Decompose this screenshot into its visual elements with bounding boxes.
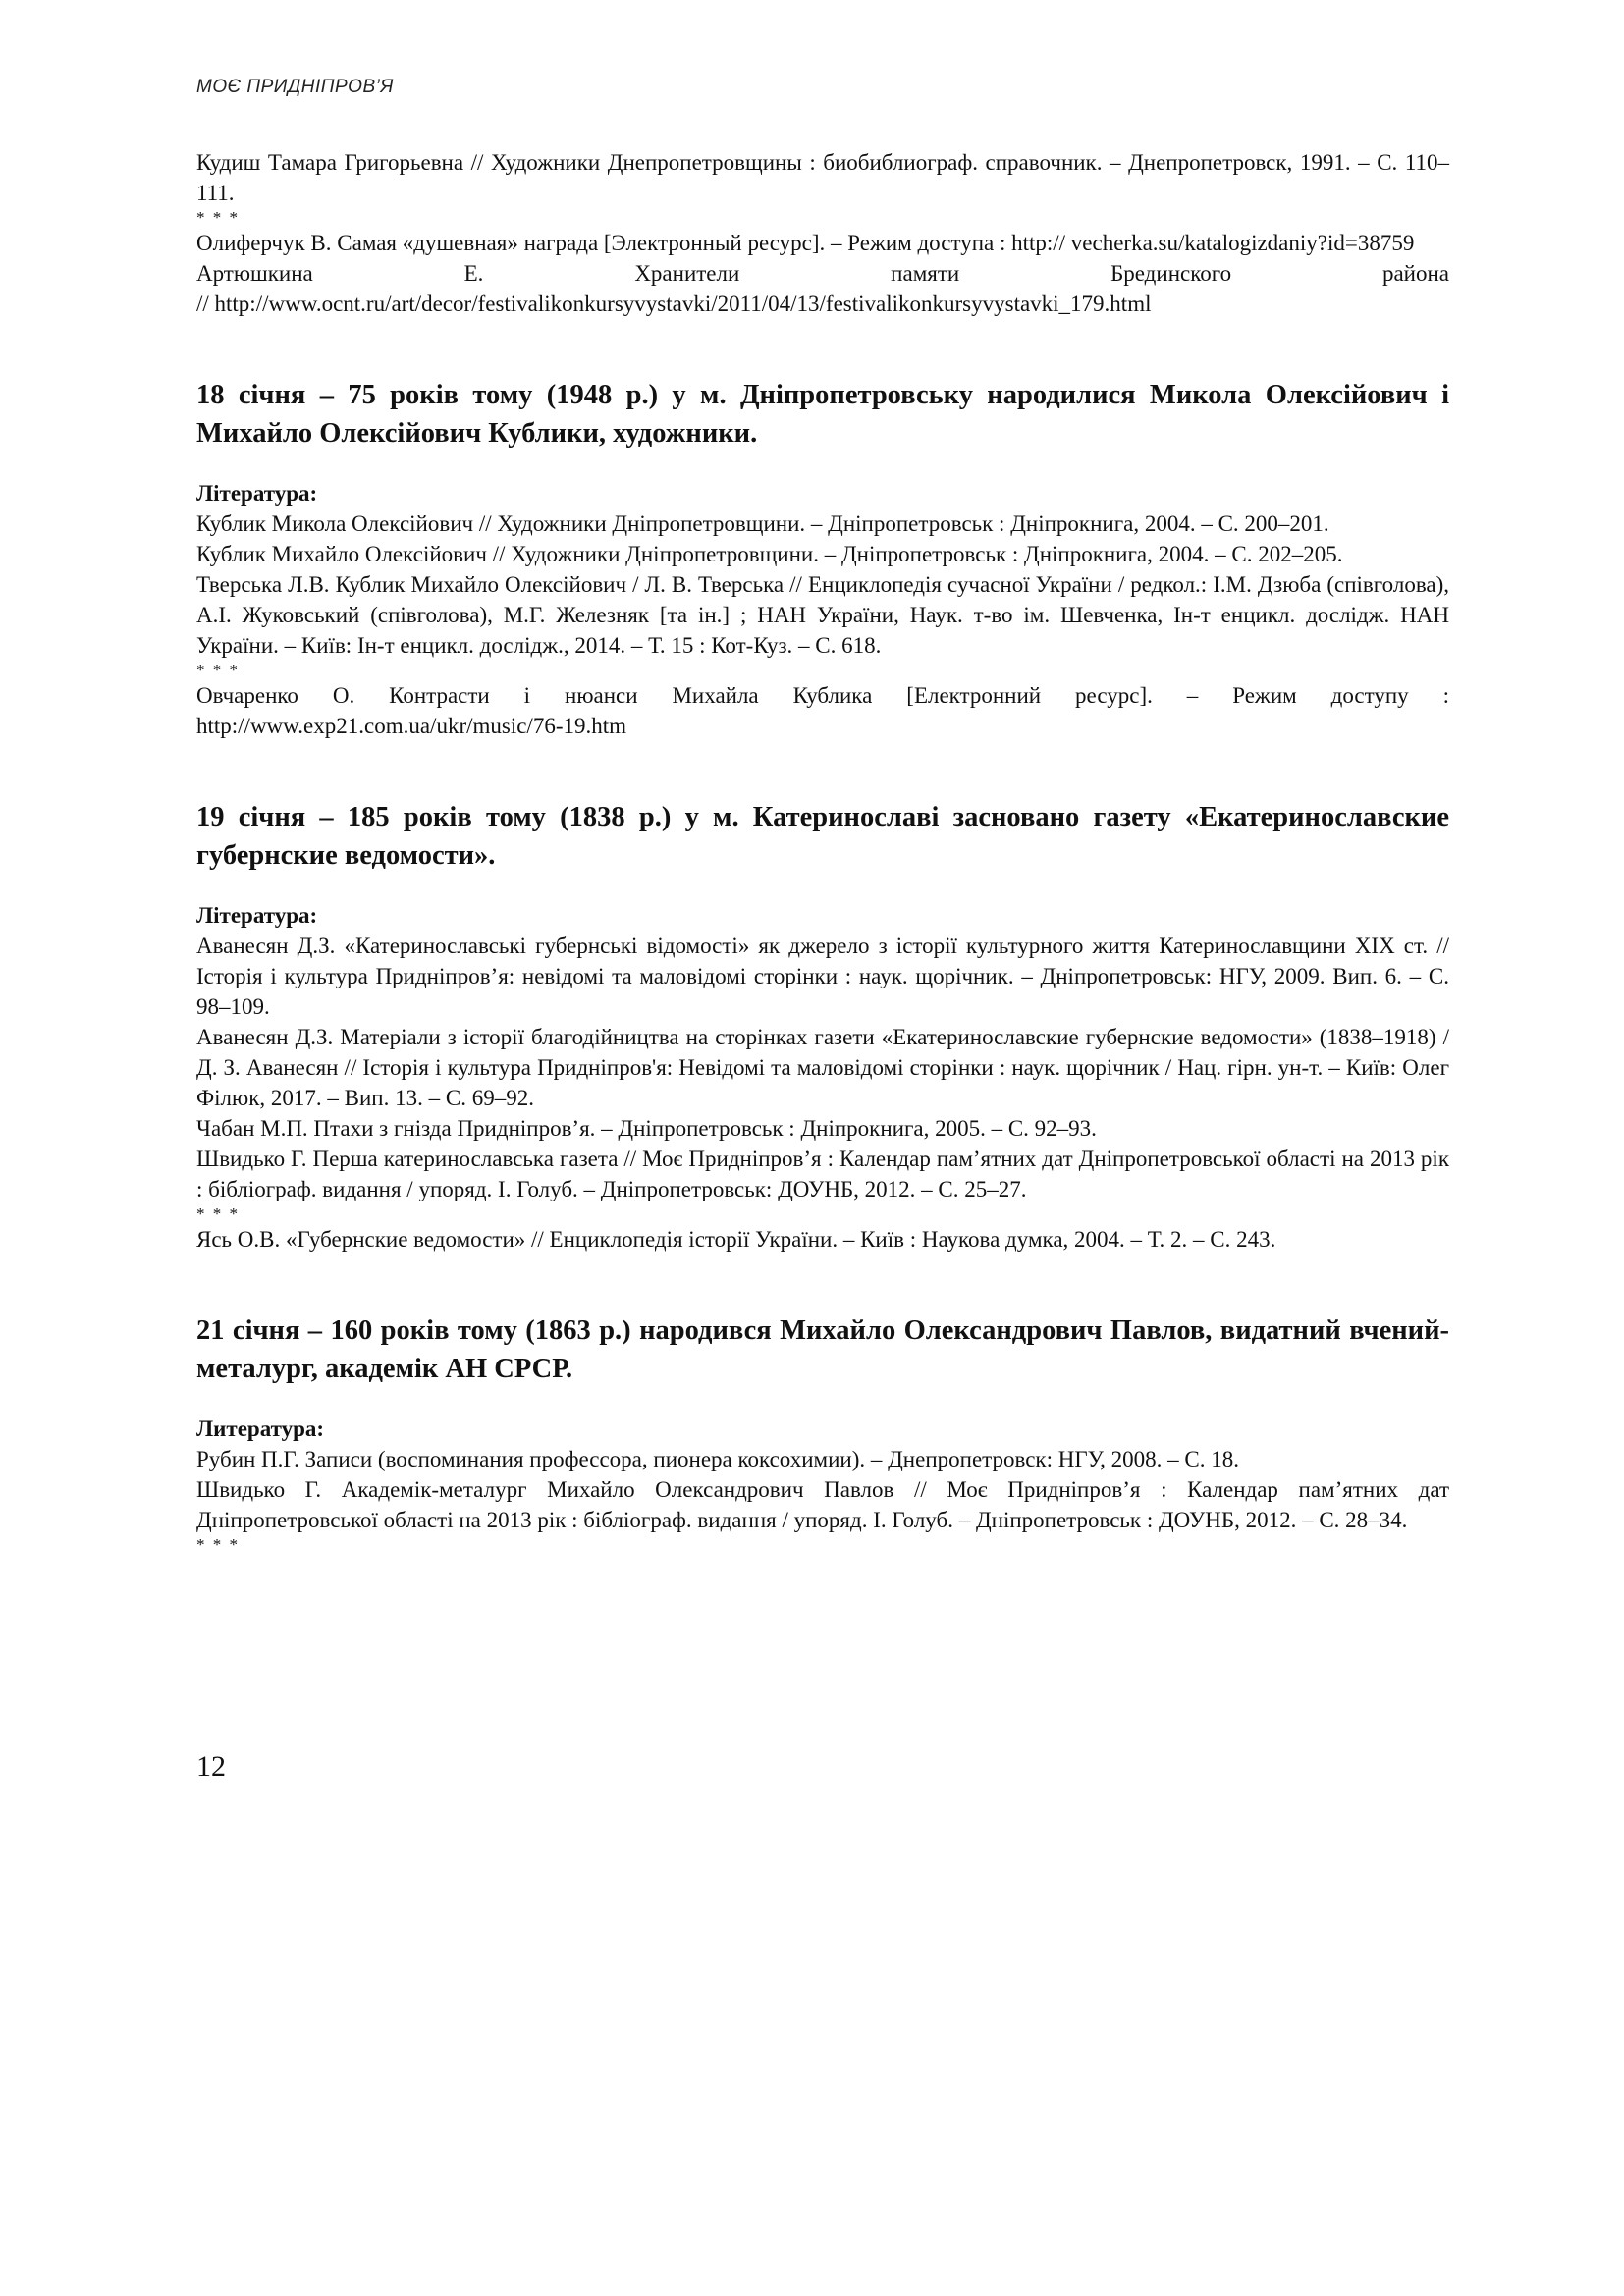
separator: * * * [196, 661, 240, 679]
bib-entry: Швидько Г. Перша катеринославська газета // Моє Придніпров’я : Календар пам’ятних дат Дніпропетровської області на 2013 рік : бібліограф. видання / упоряд. І. Голуб. – Дніпропетровськ: ДОУНБ, 2012. – С. 25–27. [196, 1147, 1449, 1201]
literature-label: Література: [196, 481, 318, 506]
bib-entry: Тверська Л.В. Кублик Михайло Олексійович / Л. В. Тверська // Енциклопедія сучасної України / редкол.: І.М. Дзюба (співголова), А.І. Жуковський (співголова), М.Г. Железняк [та ін.] ; НАН України, Наук. т-во ім. Шевченка, Ін-т енцикл. дослідж. НАН України. – Київ: Ін-т енцикл. дослідж., 2014. – Т. 15 : Кот-Куз. – С. 618. [196, 572, 1449, 658]
bib-entry: Кублик Микола Олексійович // Художники Дніпропетровщини. – Дніпропетровськ : Дніпрокнига, 2004. – С. 200–201. [196, 511, 1329, 536]
bib-entry: Кублик Михайло Олексійович // Художники Дніпропетровщини. – Дніпропетровськ : Дніпрокнига, 2004. – С. 202–205. [196, 542, 1343, 566]
literature-label: Література: [196, 903, 318, 928]
separator: * * * [196, 1204, 240, 1223]
running-header: МОЄ ПРИДНІПРОВ’Я [196, 77, 394, 97]
bib-entry: Чабан М.П. Птахи з гнізда Придніпров’я. – Дніпропетровськ : Дніпрокнига, 2005. – С. 92–93. [196, 1116, 1097, 1141]
literature-label: Литература: [196, 1416, 325, 1441]
page-number: 12 [196, 1750, 226, 1783]
bib-entry: Аванесян Д.З. Матеріали з історії благодійництва на сторінках газети «Екатеринославские губернские ведомости» (1838–1918) / Д. З. Аванесян // Історія і культура Придніпров'я: Невідомі та маловідомі сторінки : наук. щорічник / Нац. гірн. ун-т. – Київ: Олег Філюк, 2017. – Вип. 13. – С. 69–92. [196, 1025, 1449, 1110]
section-pavlov [196, 1311, 1449, 1555]
separator: * * * [196, 1535, 240, 1554]
bib-entry: Кудиш Тамара Григорьевна // Художники Днепропетровщины : биобиблиограф. справочник. – Днепропетровск, 1991. – С. 110–111. [196, 150, 1449, 205]
section-heading: 19 січня – 185 років тому (1838 р.) у м. Катеринославі засновано газету «Екатеринославские губернские ведомости». [196, 802, 1449, 871]
bib-entry: Артюшкина Е. Хранители памяти Брединского района [196, 261, 1449, 286]
page-content [196, 147, 1449, 1555]
separator: * * * [196, 208, 240, 227]
bib-entry: Аванесян Д.З. «Катеринославські губернські відомості» як джерело з історії культурного життя Катеринославщини ХІХ ст. // Історія і культура Придніпров’я: невідомі та маловідомі сторінки : наук. щорічник. – Дніпропетровськ: НГУ, 2009. Вип. 6. – С. 98–109. [196, 934, 1449, 1019]
bib-entry: Рубин П.Г. Записи (воспоминания профессора, пионера коксохимии). – Днепропетровск: НГУ, 2008. – С. 18. [196, 1447, 1240, 1471]
bib-entry: Овчаренко О. Контрасти і нюанси Михайла Кублика [Електронний ресурс]. – Режим доступу : http://www.exp21.com.ua/ukr/music/76-19.htm [196, 683, 1449, 738]
section-heading: 21 січня – 160 років тому (1863 р.) народився Михайло Олександрович Павлов, видатний вчений-металург, академік АН СРСР. [196, 1315, 1449, 1384]
bib-entry: Олиферчук В. Самая «душевная» награда [Электронный ресурс]. – Режим доступа : http:// vecherka.su/katalogizdaniy?id=38759 [196, 231, 1415, 255]
bib-entry: // http://www.ocnt.ru/art/decor/festivalikonkursyvystavki/2011/04/13/festivalikonkursyvystavki_179.html [196, 292, 1152, 316]
intro-block [196, 147, 1449, 319]
section-kublyky [196, 376, 1449, 741]
section-heading: 18 січня – 75 років тому (1948 р.) у м. Дніпропетровську народилися Микола Олексійович і Михайло Олексійович Кублики, художники. [196, 380, 1449, 449]
section-gazette [196, 798, 1449, 1255]
bib-entry: Швидько Г. Академік-металург Михайло Олександрович Павлов // Моє Придніпров’я : Календар пам’ятних дат Дніпропетровської області на 2013 рік : бібліограф. видання / упоряд. І. Голуб. – Дніпропетровськ : ДОУНБ, 2012. – С. 28–34. [196, 1477, 1449, 1532]
bib-entry: Ясь О.В. «Губернские ведомости» // Енциклопедія історії України. – Київ : Наукова думка, 2004. – Т. 2. – С. 243. [196, 1227, 1276, 1252]
